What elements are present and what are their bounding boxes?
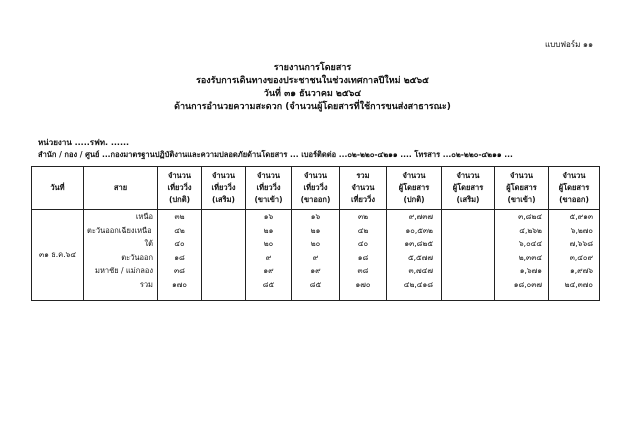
cell-value: ๒๔,๓๗๐ [564,279,593,289]
cell-value: ๓๘ [357,266,369,275]
column-header-line: (ปกติ) [403,195,425,204]
cell-value: ๓๒ [357,212,369,221]
cell-value: ๔๒,๔๑๘ [403,279,433,289]
cell-value [442,264,494,278]
office-line: สำนัก / กอง / ศูนย์ ...กองมาตรฐานปฏิบัติงานและความปลอดภัยด้านโดยสาร ... เบอร์ติดต่อ ...๐๒-๒๒๐-๔๒๑๑ .... โทรสาร ...๐๒-๒๒๐-๔๒๑๑ ... [38,150,513,159]
column-header [84,167,158,210]
cell-value: ๓,๔๐๙ [569,252,593,262]
column-header [32,167,84,210]
column-header-line: จำนวน [351,183,375,192]
column-header [387,167,442,210]
column-header-line: จำนวน [402,171,426,180]
cell-value [202,210,245,224]
cell-value: ตะวันออก [121,252,153,262]
report-title: รายงานการโดยสาร [273,63,352,73]
cell-value: ๑๐,๕๓๒ [405,225,433,235]
column-header [340,167,387,210]
cell-value: ๖,๐๔๔ [518,239,542,248]
cell-value: ๘๕ [309,279,322,289]
trips-normal-column [158,210,202,301]
cell-value: ๕,๕๗๗ [407,252,433,262]
form-number: แบบฟอร์ม ๑๑ [545,40,594,49]
report-subtitle: รองรับการเดินทางของประชาชนในช่วงเทศกาลปีใหม่ ๒๕๖๕ [196,76,429,86]
cell-value [202,251,245,265]
cell-value: ๒๑ [310,225,321,235]
trips-extra-column [202,210,246,301]
cell-value [442,224,494,238]
column-header-line: เที่ยววิ่ง [211,183,236,192]
report-title-block [0,62,625,114]
cell-value: ๑,๖๗๑ [519,266,542,275]
cell-value: ๑๖ [263,212,274,221]
column-header-line: เที่ยววิ่ง [303,183,328,192]
column-header-line: เที่ยววิ่ง [167,183,192,192]
column-header-line: ผู้โดยสาร [398,183,430,192]
column-header [292,167,340,210]
cell-value: รวม [139,279,153,289]
cell-value: ๒๐ [310,239,321,248]
column-header [246,167,292,210]
cell-value [442,251,494,265]
pax-extra-column [442,210,495,301]
cell-value: ตะวันออกเฉียงเหนือ [87,225,152,235]
column-header-line: วันที่ [50,183,65,192]
cell-value: ๖,๒๗๐ [570,225,593,235]
cell-value: ๒,๓๓๔ [518,252,542,262]
cell-value: ๔๒ [357,225,369,235]
cell-value: ๑๙ [310,266,321,275]
cell-value: ๑๙ [263,266,274,275]
column-header-line: (เสริม) [212,195,235,204]
column-header-line: (ขาเข้า) [507,195,536,204]
cell-value [442,237,494,251]
column-header-line: (ขาออก) [300,195,331,204]
trips-in-column [246,210,292,301]
cell-value: เหนือ [135,212,153,221]
route-column [84,210,158,301]
column-header-line: จำนวน [562,171,586,180]
cell-value: ๙,๗๓๗ [408,212,433,221]
cell-value [202,264,245,278]
cell-value: ๒๐ [263,239,274,248]
column-header-line: จำนวน [456,171,480,180]
cell-value: ๓,๗๔๗ [408,266,433,275]
column-header-line: จำนวน [303,171,328,180]
cell-value: ๑๘ [174,252,185,262]
column-header [495,167,549,210]
cell-value: ๑๗๐ [355,279,371,289]
cell-value: ๘๕ [262,279,275,289]
column-header-line: (ขาออก) [559,195,589,204]
column-header-line: (ปกติ) [168,195,191,204]
cell-value: มหาชัย / แม่กลอง [95,266,153,275]
column-header-line: จำนวน [509,171,534,180]
cell-value: ๒๑ [263,225,274,235]
agency-line: หน่วยงาน .....รฟท. ...... [38,138,130,147]
column-header-line: ผู้โดยสาร [452,183,484,192]
cell-value: ๔๒ [174,225,185,235]
pax-in-column [495,210,549,301]
column-header [442,167,495,210]
column-header-line: รวม [356,171,370,180]
column-header-line: (เสริม) [456,195,480,204]
cell-value: ๙ [265,252,272,262]
cell-value: ๑๘,๐๓๗ [513,279,542,289]
table-row [32,210,600,301]
cell-value: ๓,๘๒๔ [518,212,542,221]
column-header-line: ผู้โดยสาร [558,183,590,192]
column-header-line: สาย [113,183,128,192]
cell-value: ๑๘ [357,252,369,262]
cell-value: ๓๒ [174,212,185,221]
passenger-report-table [31,166,600,301]
cell-value: ๑๓,๘๒๕ [404,239,433,248]
column-header-line: เที่ยววิ่ง [256,183,281,192]
cell-value [202,237,245,251]
pax-normal-column [387,210,442,301]
trips-out-column [292,210,340,301]
report-section: ด้านการอำนวยความสะดวก (จำนวนผู้โดยสารที่ใช้การขนส่งสาธารณะ) [174,102,451,112]
cell-value: ใต้ [144,239,153,248]
column-header-line: จำนวน [256,171,281,180]
column-header-line: จำนวน [211,171,236,180]
pax-out-column [549,210,600,301]
trips-total-column [340,210,387,301]
cell-value: ๔,๒๖๒ [519,225,542,235]
column-header-line: เที่ยววิ่ง [351,195,375,204]
cell-value: ๔๐ [174,239,185,248]
column-header [549,167,600,210]
cell-value: ๙ [312,252,319,262]
report-date: วันที่ ๓๑ ธันวาคม ๒๕๖๔ [263,89,362,99]
cell-value: ๓๘ [174,266,185,275]
column-header [158,167,202,210]
cell-value: ๕,๙๑๓ [569,212,593,221]
cell-value: ๔๐ [357,239,369,248]
cell-value: ๑๗๐ [172,279,187,289]
column-header-line: จำนวน [167,171,192,180]
cell-value: ๑,๙๗๖ [569,266,593,275]
cell-value: ๑๖ [310,212,321,221]
date-cell: ๓๑ ธ.ค.๖๔ [32,210,84,301]
column-header-line: (ขาเข้า) [254,195,283,204]
cell-value [442,278,494,292]
cell-value [442,210,494,224]
column-header [202,167,246,210]
cell-value: ๗,๖๖๘ [569,239,593,248]
table-header-row [32,167,600,210]
cell-value [202,278,245,292]
column-header-line: ผู้โดยสาร [506,183,537,192]
cell-value [202,224,245,238]
